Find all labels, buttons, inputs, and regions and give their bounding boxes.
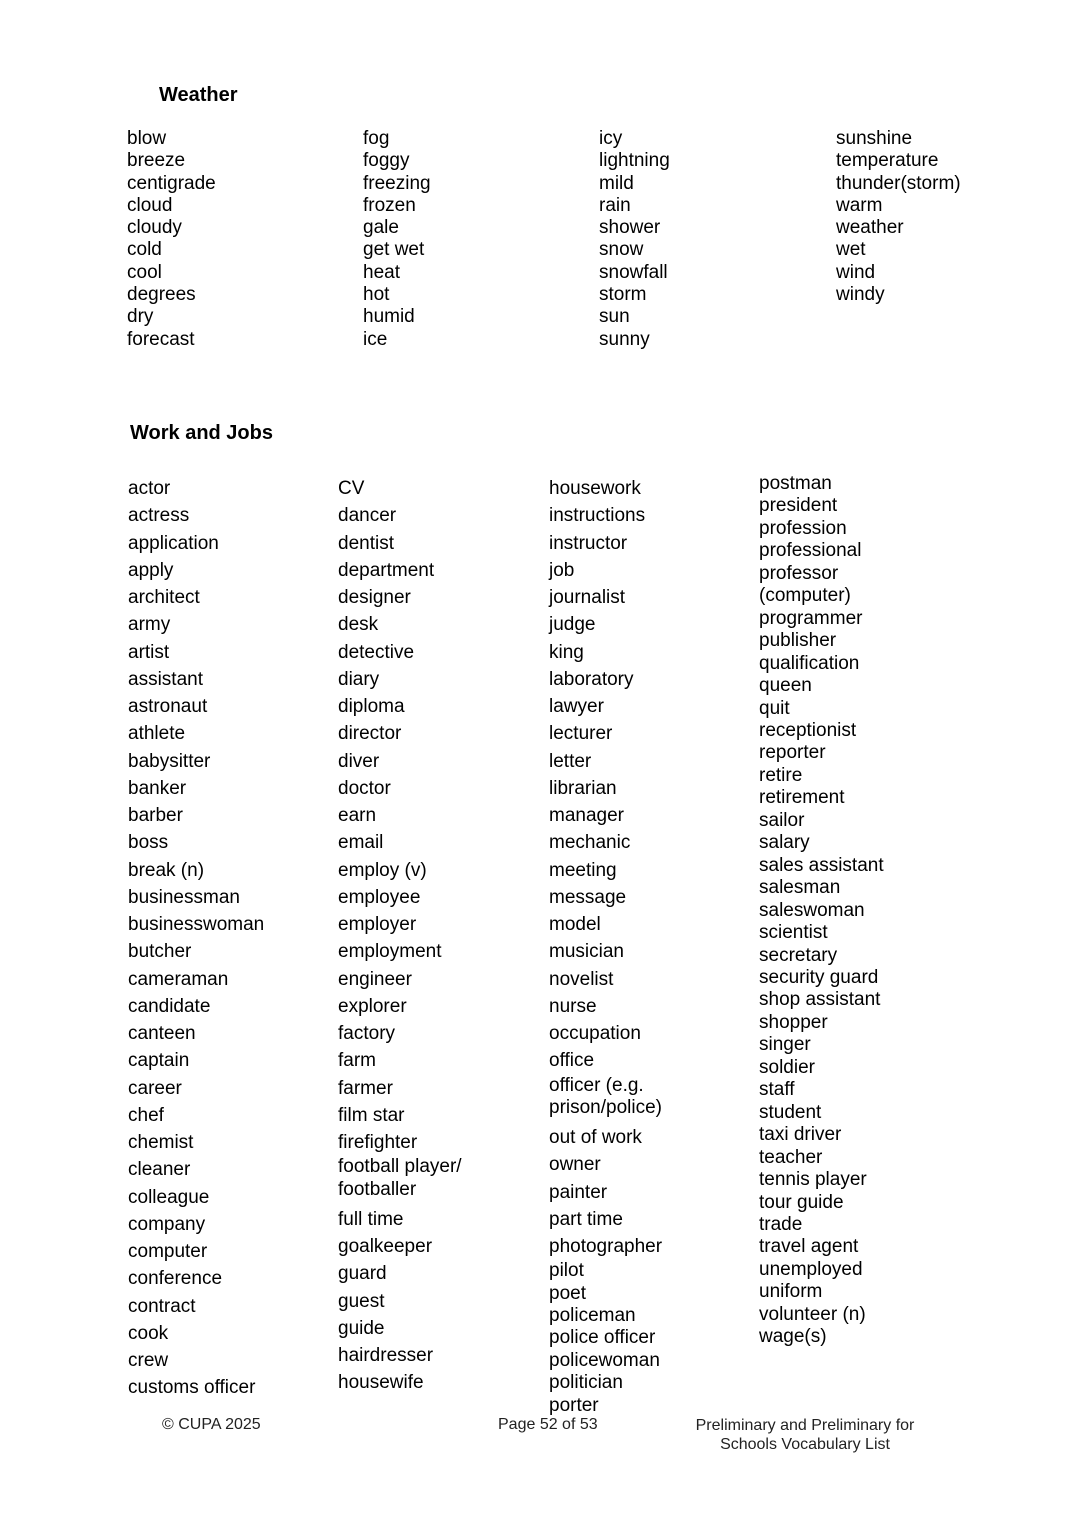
list-item: email [338,832,384,854]
list-item: unemployed [759,1258,863,1280]
list-item: employment [338,941,442,963]
list-item: blow [127,128,167,149]
list-item: application [128,532,219,554]
list-item: computer [128,1241,208,1262]
list-item: wind [836,261,876,283]
list-item: postman [759,473,832,494]
section-title-work-and-jobs: Work and Jobs [130,422,273,444]
list-item: cloudy [127,217,182,239]
list-item: degrees [127,284,196,306]
list-item: weather [836,217,904,239]
list-item: queen [759,675,812,697]
list-item: crew [128,1350,169,1371]
list-item: part time [549,1208,623,1230]
list-item: thunder(storm) [836,172,961,194]
list-item: CV [338,478,365,499]
list-item: goalkeeper [338,1236,433,1257]
list-item: actress [128,505,190,527]
list-item: shower [599,217,661,239]
list-item: porter [549,1394,599,1416]
list-item: detective [338,641,415,663]
list-item: rain [599,194,631,216]
list-item: colleague [128,1186,210,1208]
list-item: message [549,886,627,908]
list-item: gale [363,217,399,239]
list-item: reporter [759,742,826,764]
footer-document-title: Preliminary and Preliminary for Schools Vocabulary List [695,1417,915,1453]
list-item: novelist [549,968,614,990]
list-item: employee [338,886,421,908]
list-item: sunshine [836,128,913,149]
list-item: centigrade [127,172,216,194]
list-item: temperature [836,150,939,172]
list-item: hot [363,284,390,306]
list-item: lightning [599,150,670,172]
list-item: snowfall [599,261,668,283]
list-item: profession [759,517,847,539]
weather-column-4 [836,128,961,306]
list-item: mild [599,172,634,194]
list-item: housewife [338,1372,424,1394]
list-item: poet [549,1282,586,1304]
list-item: babysitter [128,750,211,772]
list-item: travel agent [759,1236,859,1258]
list-item: policeman [549,1305,636,1327]
list-item: chef [128,1104,164,1126]
list-item: office [549,1050,595,1072]
list-item: diploma [338,696,405,717]
list-item: diary [338,668,380,690]
list-item: windy [836,284,885,306]
list-item: fog [363,128,390,149]
list-item: photographer [549,1236,663,1257]
section-title-weather: Weather [159,84,238,106]
list-item: security guard [759,966,879,988]
list-item: professor [759,562,839,584]
list-item: diver [338,750,380,772]
list-item: publisher [759,630,837,652]
weather-column-3 [599,128,670,351]
list-item: lawyer [549,696,604,717]
list-item: farm [338,1050,376,1072]
list-item: hairdresser [338,1345,434,1366]
list-item: cold [127,239,162,261]
list-item: frozen [363,194,416,216]
list-item: shop assistant [759,989,881,1011]
list-item: staff [759,1079,795,1101]
list-item: assistant [128,668,203,690]
list-item: scientist [759,922,828,944]
list-item: meeting [549,859,617,881]
list-item: owner [549,1154,601,1176]
list-item: out of work [549,1127,642,1148]
list-item: guide [338,1317,385,1339]
list-item: cleaner [128,1159,191,1181]
list-item: canteen [128,1023,196,1044]
list-item: dancer [338,505,397,527]
list-item: receptionist [759,719,857,741]
list-item: captain [128,1050,190,1072]
list-item: trade [759,1213,803,1235]
list-item: laboratory [549,668,634,690]
list-item: salary [759,832,810,854]
list-item: farmer [338,1077,393,1099]
list-item: warm [836,194,883,216]
weather-column-2 [363,128,431,351]
list-item: snow [599,239,644,261]
list-item: salesman [759,877,841,899]
list-item: uniform [759,1281,823,1303]
list-item: firefighter [338,1132,418,1153]
list-item: journalist [549,587,626,608]
list-item: football player/ footballer [338,1156,462,1200]
list-item: conference [128,1268,223,1290]
list-item: designer [338,587,411,608]
list-item: occupation [549,1023,641,1044]
list-item: athlete [128,723,186,745]
footer-copyright: © CUPA 2025 [162,1416,261,1433]
work-column-1 [128,475,264,1402]
list-item: wage(s) [759,1326,827,1348]
list-item: employ (v) [338,859,427,881]
list-item: department [338,559,435,581]
list-item: doctor [338,777,391,799]
list-item: wet [836,239,866,261]
list-item: secretary [759,944,838,966]
list-item: break (n) [128,859,205,881]
list-item: storm [599,284,647,306]
list-item: foggy [363,150,410,172]
list-item: freezing [363,172,431,194]
list-item: judge [549,614,596,636]
list-item: cool [127,261,162,283]
list-item: earn [338,805,377,826]
list-item: architect [128,587,200,608]
list-item: police officer [549,1327,656,1349]
list-item: qualification [759,652,860,674]
list-item: taxi driver [759,1124,842,1146]
list-item: job [549,559,575,581]
list-item: astronaut [128,696,208,717]
list-item: lecturer [549,723,613,745]
list-item: businesswoman [128,914,265,935]
list-item: boss [128,832,169,854]
list-item: librarian [549,777,617,799]
list-item: actor [128,478,171,499]
list-item: heat [363,261,400,283]
work-column-2 [338,475,478,1397]
list-item: guard [338,1263,387,1285]
list-item: chemist [128,1132,194,1153]
list-item: breeze [127,150,186,172]
list-item: forecast [127,328,195,350]
list-item: shopper [759,1011,828,1033]
list-item: company [128,1213,206,1235]
list-item: humid [363,306,415,328]
list-item: officer (e.g. prison/police) [549,1074,662,1118]
list-item: king [549,641,584,663]
list-item: soldier [759,1056,815,1078]
list-item: politician [549,1372,623,1394]
list-item: letter [549,750,592,772]
list-item: model [549,914,601,935]
list-item: (computer) programmer [759,585,863,629]
list-item: director [338,723,402,745]
list-item: contract [128,1295,196,1317]
list-item: employer [338,914,417,935]
list-item: quit [759,697,790,719]
list-item: student [759,1101,822,1123]
list-item: housework [549,478,641,499]
list-item: mechanic [549,832,631,854]
footer-page-number: Page 52 of 53 [498,1416,598,1433]
list-item: volunteer (n) [759,1303,866,1325]
list-item: full time [338,1208,404,1230]
list-item: customs officer [128,1377,256,1399]
list-item: get wet [363,239,425,261]
list-item: army [128,614,171,636]
work-column-4 [759,473,884,1349]
list-item: dry [127,306,154,328]
list-item: film star [338,1104,405,1126]
list-item: tennis player [759,1169,867,1191]
list-item: explorer [338,995,407,1017]
list-item: candidate [128,995,211,1017]
list-item: teacher [759,1146,823,1168]
list-item: musician [549,941,624,963]
list-item: sunny [599,328,650,350]
list-item: policewoman [549,1349,660,1371]
work-column-3 [549,475,674,1417]
list-item: engineer [338,968,412,990]
list-item: banker [128,777,187,799]
list-item: guest [338,1290,385,1312]
list-item: desk [338,614,379,636]
list-item: icy [599,128,623,149]
list-item: butcher [128,941,192,963]
list-item: painter [549,1181,608,1203]
list-item: retirement [759,787,845,809]
list-item: ice [363,328,388,350]
list-item: cameraman [128,968,229,990]
list-item: sales assistant [759,854,884,876]
list-item: nurse [549,995,597,1017]
list-item: sun [599,306,630,328]
list-item: saleswoman [759,899,865,921]
list-item: sailor [759,809,805,831]
list-item: president [759,495,838,517]
list-item: artist [128,641,170,663]
list-item: retire [759,764,803,786]
list-item: barber [128,805,183,826]
list-item: instructions [549,505,646,527]
list-item: singer [759,1034,811,1056]
list-item: cloud [127,194,173,216]
weather-column-1 [127,128,216,351]
list-item: businessman [128,886,240,908]
list-item: factory [338,1023,396,1044]
list-item: instructor [549,532,628,554]
list-item: apply [128,559,174,581]
list-item: tour guide [759,1191,844,1213]
list-item: career [128,1077,182,1099]
list-item: pilot [549,1260,584,1282]
list-item: professional [759,540,862,562]
list-item: dentist [338,532,394,554]
list-item: manager [549,805,624,826]
list-item: cook [128,1322,169,1344]
